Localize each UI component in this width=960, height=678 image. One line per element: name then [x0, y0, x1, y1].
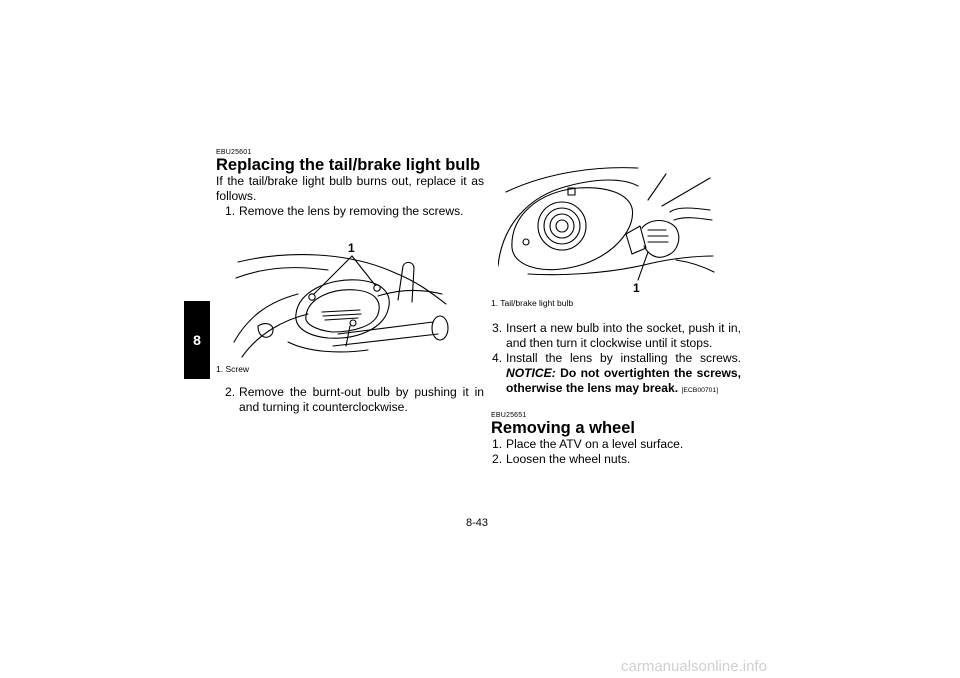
figure-callout: 1 [633, 281, 640, 295]
step-text: Install the lens by installing the screws. [506, 351, 741, 365]
section-heading: Replacing the tail/brake light bulb [216, 156, 481, 174]
step-4 [491, 351, 741, 398]
section-tab: 8 [184, 301, 210, 379]
step-1 [224, 204, 484, 219]
section-heading: Removing a wheel [491, 419, 635, 437]
page-number: 8-43 [466, 517, 489, 529]
right-column [491, 298, 741, 467]
notice-label: NOTICE: [506, 366, 556, 380]
step-number: 1. [492, 437, 503, 451]
lens-screws-illustration [228, 222, 458, 364]
step-text: Loosen the wheel nuts. [506, 452, 631, 466]
figure-caption: 1. Tail/brake light bulb [491, 298, 574, 308]
step-2 [224, 385, 484, 415]
left-column [216, 149, 484, 219]
step-text: Remove the lens by removing the screws. [239, 204, 464, 218]
section-code: EBU25601 [216, 149, 252, 156]
step-number: 3. [492, 321, 503, 335]
notice-text: Do not overtighten the screws, otherwise the lens may break. [506, 366, 741, 395]
step-number: 2. [492, 452, 503, 466]
step-1 [491, 437, 741, 452]
step-3 [491, 321, 741, 351]
watermark: carmanualsonline.info [621, 658, 767, 675]
step-text: Remove the burnt-out bulb by pushing it in and turning it counterclockwise. [239, 385, 484, 414]
figure-caption: 1. Screw [216, 364, 250, 374]
step-number: 2. [225, 385, 236, 399]
figure-callout: 1 [348, 241, 355, 255]
step-number: 4. [492, 351, 503, 365]
step-2 [491, 452, 741, 467]
bulb-illustration [498, 156, 716, 296]
step-text: Insert a new bulb into the socket, push it in, and then turn it clockwise until it stops. [506, 321, 741, 350]
step-text: Place the ATV on a level surface. [506, 437, 684, 451]
intro-text: If the tail/brake light bulb burns out, replace it as follows. [216, 174, 484, 203]
reference-code: [ECB00701] [681, 387, 719, 394]
section-code: EBU25651 [491, 412, 527, 419]
step-number: 1. [225, 204, 236, 218]
left-column-lower [216, 364, 484, 415]
